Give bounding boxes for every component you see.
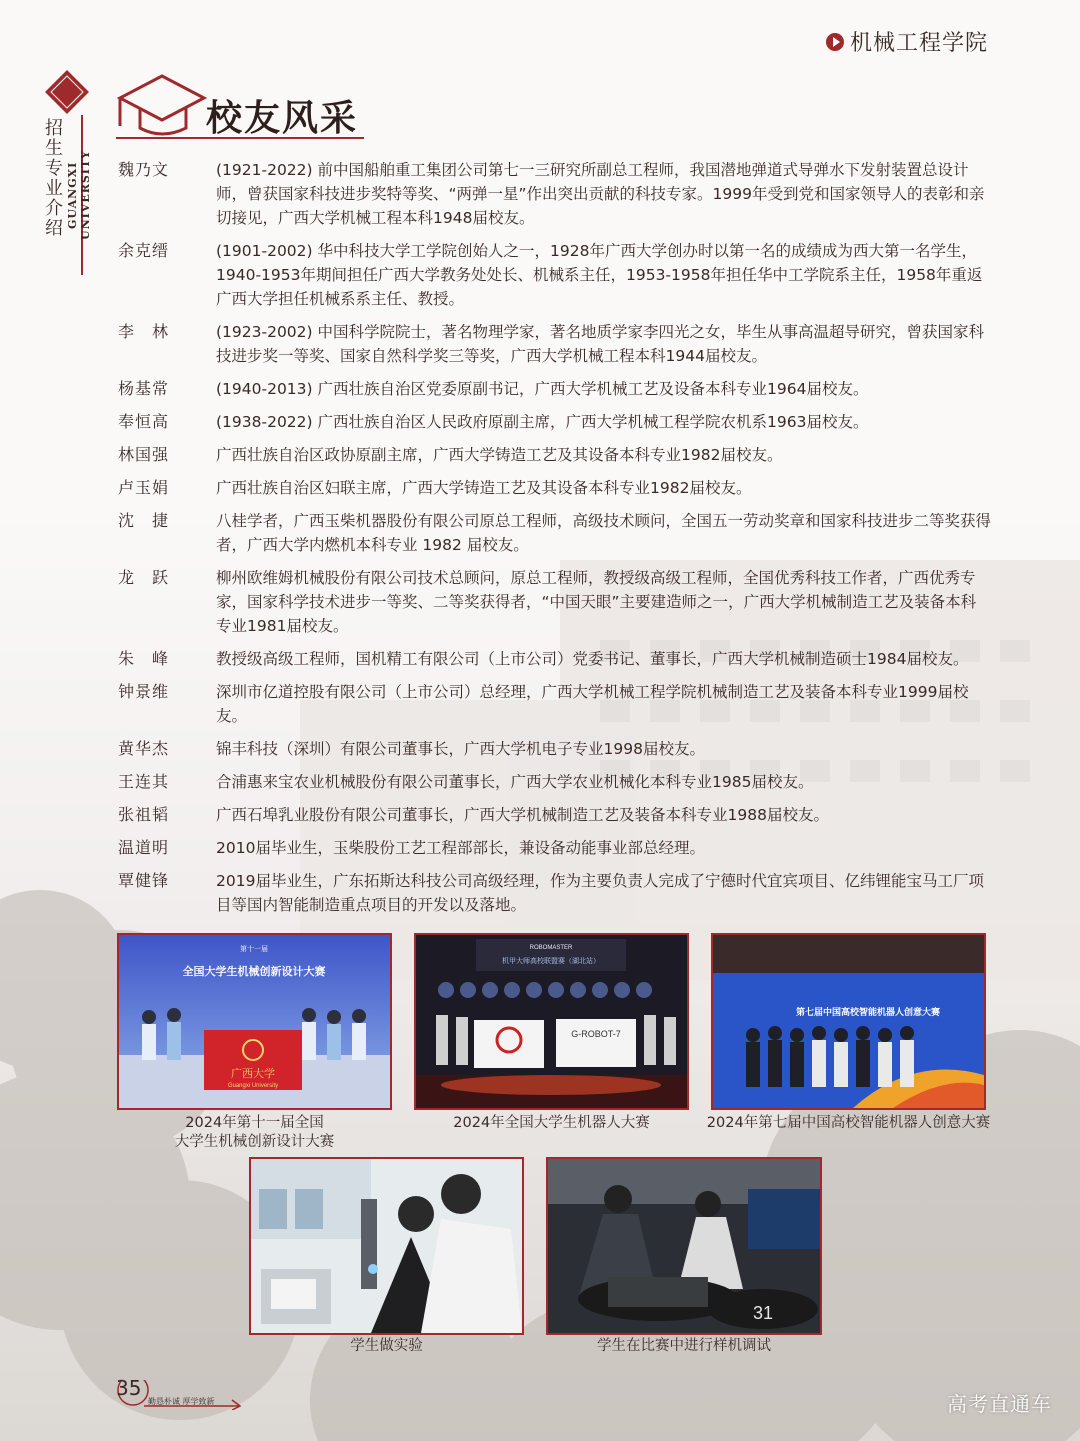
- alumni-desc: 2010届毕业生，玉柴股份工艺工程部部长，兼设备动能事业部总经理。: [216, 839, 705, 857]
- alumni-row: [118, 803, 998, 827]
- alumni-name: 李 林: [118, 322, 170, 341]
- photo1-banner-main: 全国大学生机械创新设计大赛: [182, 966, 326, 978]
- footer-motto: 勤恳朴诚 厚学致新: [148, 1397, 215, 1406]
- photo1-flag-sub: Guangxi University: [227, 1083, 279, 1089]
- alumni-name: 魏乃文: [118, 160, 170, 179]
- photo1-banner-top: 第十一届: [240, 946, 268, 953]
- alumni-row: [118, 647, 998, 671]
- alumni-row: [118, 320, 998, 368]
- alumni-name: 杨基常: [118, 379, 170, 398]
- alumni-desc: 2019届毕业生，广东拓斯达科技公司高级经理，作为主要负责人完成了宁德时代宜宾项目、亿纬锂能宝马工厂项目等国内智能制造重点项目的开发以及落地。: [216, 872, 984, 914]
- alumni-desc: 广西石埠乳业股份有限公司董事长，广西大学机械制造工艺及装备本科专业1988届校友。: [216, 806, 829, 824]
- alumni-name: 卢玉娟: [118, 478, 170, 497]
- photo4-caption: [249, 1337, 524, 1356]
- alumni-desc: (1901-2002) 华中科技大学工学院创始人之一，1928年广西大学创办时以第一名的成绩成为西大第一名学生，1940-1953年期间担任广西大学教务处处长、机械系主任，1953-1958年担任华中工学院系主任，1958年重返广西大学担任机械系系主任、教授。: [216, 242, 983, 308]
- alumni-desc: 广西壮族自治区妇联主席，广西大学铸造工艺及其设备本科专业1982届校友。: [216, 479, 752, 497]
- alumni-row: [118, 836, 998, 860]
- alumni-name: 林国强: [118, 445, 170, 464]
- photo-intelligent-robot-contest: [711, 933, 986, 1110]
- side-tag-en: GUANGXI UNIVERSITY: [66, 150, 92, 240]
- alumni-desc: (1923-2002) 中国科学院院士，著名物理学家，著名地质学家李四光之女，毕生从事高温超导研究，曾获国家科技进步奖一等奖、国家自然科学奖三等奖，广西大学机械工程本科1944届校友。: [216, 323, 985, 365]
- alumni-name: 奉恒高: [118, 412, 170, 431]
- photo2-caption: [414, 1114, 689, 1133]
- alumni-row: [118, 737, 998, 761]
- photo3-banner-main: 第七届中国高校智能机器人创意大赛: [795, 1007, 941, 1017]
- alumni-list: [118, 158, 998, 926]
- photo1-flag-text: 广西大学: [231, 1068, 275, 1080]
- alumni-name: 朱 峰: [118, 649, 170, 668]
- section-title: 校友风采: [206, 98, 359, 139]
- photo1-caption: [117, 1114, 392, 1152]
- photo1-caption-line1: 2024年第十一届全国: [185, 1115, 324, 1131]
- alumni-desc: 锦丰科技（深圳）有限公司董事长，广西大学机电子专业1998届校友。: [216, 740, 705, 758]
- photo4-caption-line1: 学生做实验: [350, 1338, 423, 1354]
- alumni-name: 余克缙: [118, 241, 170, 260]
- alumni-name: 温道明: [118, 838, 170, 857]
- alumni-row: [118, 566, 998, 638]
- alumni-row: [118, 869, 998, 917]
- photo1-caption-line2: 大学生机械创新设计大赛: [174, 1134, 335, 1150]
- alumni-desc: 广西壮族自治区政协原副主席，广西大学铸造工艺及其设备本科专业1982届校友。: [216, 446, 783, 464]
- photo-prototype-debugging: [546, 1157, 822, 1335]
- alumni-row: [118, 443, 998, 467]
- svg-text:31: 31: [753, 1303, 774, 1323]
- diamond-marker-icon: [45, 70, 89, 114]
- alumni-row: [118, 239, 998, 311]
- photo2-flag-text: G-ROBOT-7: [571, 1029, 621, 1039]
- alumni-name: 王连其: [118, 772, 170, 791]
- photo-lab-experiment: [249, 1157, 524, 1335]
- photo3-caption: [697, 1114, 1000, 1133]
- alumni-desc: 教授级高级工程师，国机精工有限公司（上市公司）党委书记、董事长，广西大学机械制造硕士1984届校友。: [216, 650, 969, 668]
- alumni-row: [118, 680, 998, 728]
- page-number: 35: [116, 1376, 142, 1400]
- alumni-desc: (1940-2013) 广西壮族自治区党委原副书记，广西大学机械工艺及设备本科专业1964届校友。: [216, 380, 869, 398]
- alumni-desc: (1921-2022) 前中国船舶重工集团公司第七一三研究所副总工程师，我国潜地弹道式导弹水下发射装置总设计师，曾获国家科技进步奖特等奖、“两弹一星”作出突出贡献的科技专家。1999年受到党和国家领导人的表彰和亲切接见，广西大学机械工程本科1948届校友。: [216, 161, 985, 227]
- alumni-name: 覃健锋: [118, 871, 170, 890]
- alumni-row: [118, 158, 998, 230]
- alumni-row: [118, 770, 998, 794]
- department-header: [826, 26, 988, 57]
- alumni-name: 沈 捷: [118, 511, 170, 530]
- alumni-name: 黄华杰: [118, 739, 170, 758]
- photo2-banner-main: 机甲大师高校联盟赛（湖北站）: [502, 958, 600, 965]
- alumni-desc: 深圳市亿道控股有限公司（上市公司）总经理，广西大学机械工程学院机械制造工艺及装备本科专业1999届校友。: [216, 683, 969, 725]
- department-name: 机械工程学院: [849, 31, 988, 56]
- alumni-desc: 八桂学者，广西玉柴机器股份有限公司原总工程师，高级技术顾问，全国五一劳动奖章和国家科技进步二等奖获得者，广西大学内燃机本科专业 1982 届校友。: [216, 512, 992, 554]
- alumni-row: [118, 476, 998, 500]
- watermark-text: 高考直通车: [947, 1392, 1052, 1416]
- alumni-desc: (1938-2022) 广西壮族自治区人民政府原副主席，广西大学机械工程学院农机系1963届校友。: [216, 413, 869, 431]
- alumni-row: [118, 410, 998, 434]
- photo2-banner-top: ROBOMASTER: [529, 945, 573, 951]
- photo5-caption-line1: 学生在比赛中进行样机调试: [597, 1338, 771, 1354]
- photo5-caption: [546, 1337, 822, 1356]
- alumni-name: 龙 跃: [118, 568, 170, 587]
- photo2-caption-line1: 2024年全国大学生机器人大赛: [453, 1115, 650, 1131]
- side-tag-cn: 招生专业介绍: [42, 118, 63, 238]
- alumni-row: [118, 509, 998, 557]
- photo-robot-contest: [414, 933, 689, 1110]
- alumni-row: [118, 377, 998, 401]
- photo-mechanical-contest: [117, 933, 392, 1110]
- alumni-name: 钟景维: [118, 682, 170, 701]
- alumni-desc: 柳州欧维姆机械股份有限公司技术总顾问，原总工程师，教授级高级工程师，全国优秀科技工作者，广西优秀专家，国家科学技术进步一等奖、二等奖获得者，“中国天眼”主要建造师之一，广西大学机械制造工艺及装备本科专业1981届校友。: [216, 569, 977, 635]
- play-circle-icon: [826, 33, 844, 51]
- section-title-block: [116, 68, 366, 142]
- photo3-caption-line1: 2024年第七届中国高校智能机器人创意大赛: [706, 1115, 991, 1131]
- alumni-name: 张祖韬: [118, 805, 170, 824]
- alumni-desc: 合浦惠来宝农业机械股份有限公司董事长，广西大学农业机械化本科专业1985届校友。: [216, 773, 814, 791]
